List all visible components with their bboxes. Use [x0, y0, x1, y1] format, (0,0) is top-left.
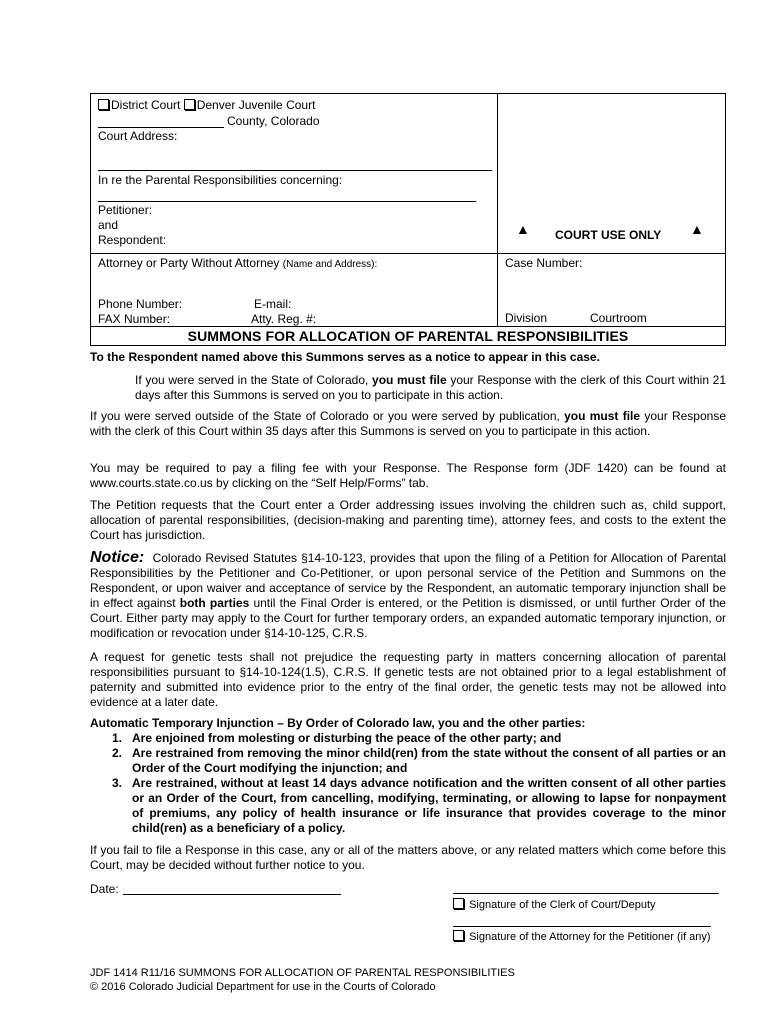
district-court-checkbox[interactable] [98, 99, 109, 110]
list-item: 1. Are enjoined from molesting or disturbing the peace of the other party; and [112, 731, 562, 745]
court-use-only-label: COURT USE ONLY [555, 228, 662, 242]
paragraph-petition-requests: The Petition requests that the Court enter a Order addressing issues involving the children such as, child support, allocation of parental responsibilities, (decision-making and parenting time), attorney fees, and costs to the extent the Court has jurisdiction. [90, 498, 726, 542]
injunction-section [90, 716, 726, 836]
email-label: E-mail: [254, 297, 292, 311]
court-address-label: Court Address: [98, 129, 178, 143]
date-label: Date: [90, 882, 119, 896]
district-court-label: District Court [111, 98, 181, 112]
court-type-row [98, 98, 315, 113]
attorney-signature-label: Signature of the Attorney for the Petitioner (if any) [469, 931, 711, 943]
clerk-signature-row [453, 898, 656, 913]
in-re-line[interactable] [98, 201, 476, 202]
courtroom-label: Courtroom [590, 311, 647, 325]
atty-reg-label: Atty. Reg. #: [251, 312, 317, 326]
footer-copyright: © 2016 Colorado Judicial Department for use in the Courts of Colorado [90, 981, 436, 993]
list-item: 2. Are restrained from removing the minor child(ren) from the state without the consent of all parties or an Order of the Court modifying the injunction; and [112, 746, 726, 775]
denver-juvenile-court-label: Denver Juvenile Court [196, 98, 316, 112]
up-arrow-icon: ▲ [516, 221, 530, 237]
notice-paragraph: Notice: Colorado Revised Statutes §14-10-123, provides that upon the filing of a Petition for Allocation of Parental Responsibilities by the Petitioner and Co-Petitioner, or upon personal service of the Petition and Summons on the Respondent, or upon waiver and acceptance of service by the Respondent, an automatic temporary injunction shall be in effect against both parties until the Final Order is entered, or the Petition is dismissed, or until further Order of the Court. Either party may apply to the Court for further temporary orders, an expanded automatic temporary injunction, or modification or revocation under §14-10-125, C.R.S. [90, 549, 726, 640]
paragraph-filing-fee: You may be required to pay a filing fee with your Response. The Response form (JDF 1420) can be found at www.courts.state.co.us by clicking on the “Self Help/Forms” tab. [90, 461, 726, 490]
court-address-line[interactable] [98, 170, 492, 171]
clerk-signature-line[interactable] [453, 893, 719, 894]
paragraph-failure-to-file: If you fail to file a Response in this case, any or all of the matters above, or any related matters which come before this Court, may be decided without further notice to you. [90, 843, 726, 872]
fax-label: FAX Number: [98, 312, 171, 326]
attorney-label-row [98, 256, 377, 272]
attorney-label: Attorney or Party Without Attorney [98, 256, 280, 270]
list-item: 3. Are restrained, without at least 14 days advance notification and the written consent of all other parties or an Order of the Court, from cancelling, modifying, terminating, or allowing to lapse for nonpayment of premiums, any policy of health insurance or life insurance that provides coverage to the minor child(ren) as a beneficiary of a policy. [112, 776, 726, 835]
county-suffix: County, Colorado [227, 114, 320, 128]
notice-label: Notice: [90, 549, 145, 566]
in-re-label: In re the Parental Responsibilities concerning: [98, 173, 343, 187]
clerk-checkbox[interactable] [453, 898, 464, 909]
case-number-label: Case Number: [505, 256, 583, 270]
paragraph-served-outside: If you were served outside of the State of Colorado or you were served by publication, you must file your Response with the clerk of this Court within 35 days after this Summons is served on you to participate in this action. [90, 409, 727, 438]
document-title: SUMMONS FOR ALLOCATION OF PARENTAL RESPONSIBILITIES [187, 328, 629, 344]
intro-text: To the Respondent named above this Summons serves as a notice to appear in this case. [90, 350, 600, 364]
footer-form-id: JDF 1414 R11/16 SUMMONS FOR ALLOCATION OF PARENTAL RESPONSIBILITIES [90, 967, 515, 979]
attorney-checkbox[interactable] [453, 930, 464, 941]
petitioner-label: Petitioner: [98, 203, 153, 217]
injunction-heading: Automatic Temporary Injunction – By Order of Colorado law, you and the other parties: [90, 716, 586, 730]
attorney-signature-row [453, 930, 711, 945]
respondent-label: Respondent: [98, 233, 167, 247]
division-label: Division [505, 311, 548, 325]
and-label: and [98, 218, 119, 232]
up-arrow-icon: ▲ [690, 221, 704, 237]
denver-juvenile-court-checkbox[interactable] [184, 99, 195, 110]
county-blank-line[interactable] [98, 127, 224, 128]
attorney-signature-line[interactable] [453, 926, 711, 927]
phone-label: Phone Number: [98, 297, 183, 311]
date-line[interactable] [123, 894, 341, 895]
paragraph-served-in-state: If you were served in the State of Colorado, you must file your Response with the clerk of this Court within 21 days after this Summons is served on you to participate in this action. [135, 373, 726, 402]
paragraph-genetic-tests: A request for genetic tests shall not prejudice the requesting party in matters concerning allocation of parental responsibilities pursuant to §14-10-124(1.5), C.R.S. If genetic tests are not obtained prior to a legal establishment of paternity and submitted into evidence prior to the entry of the final order, the genetic tests may not be allowed into evidence at a later date. [90, 650, 726, 709]
attorney-note: (Name and Address): [282, 259, 378, 270]
clerk-signature-label: Signature of the Clerk of Court/Deputy [469, 899, 656, 911]
